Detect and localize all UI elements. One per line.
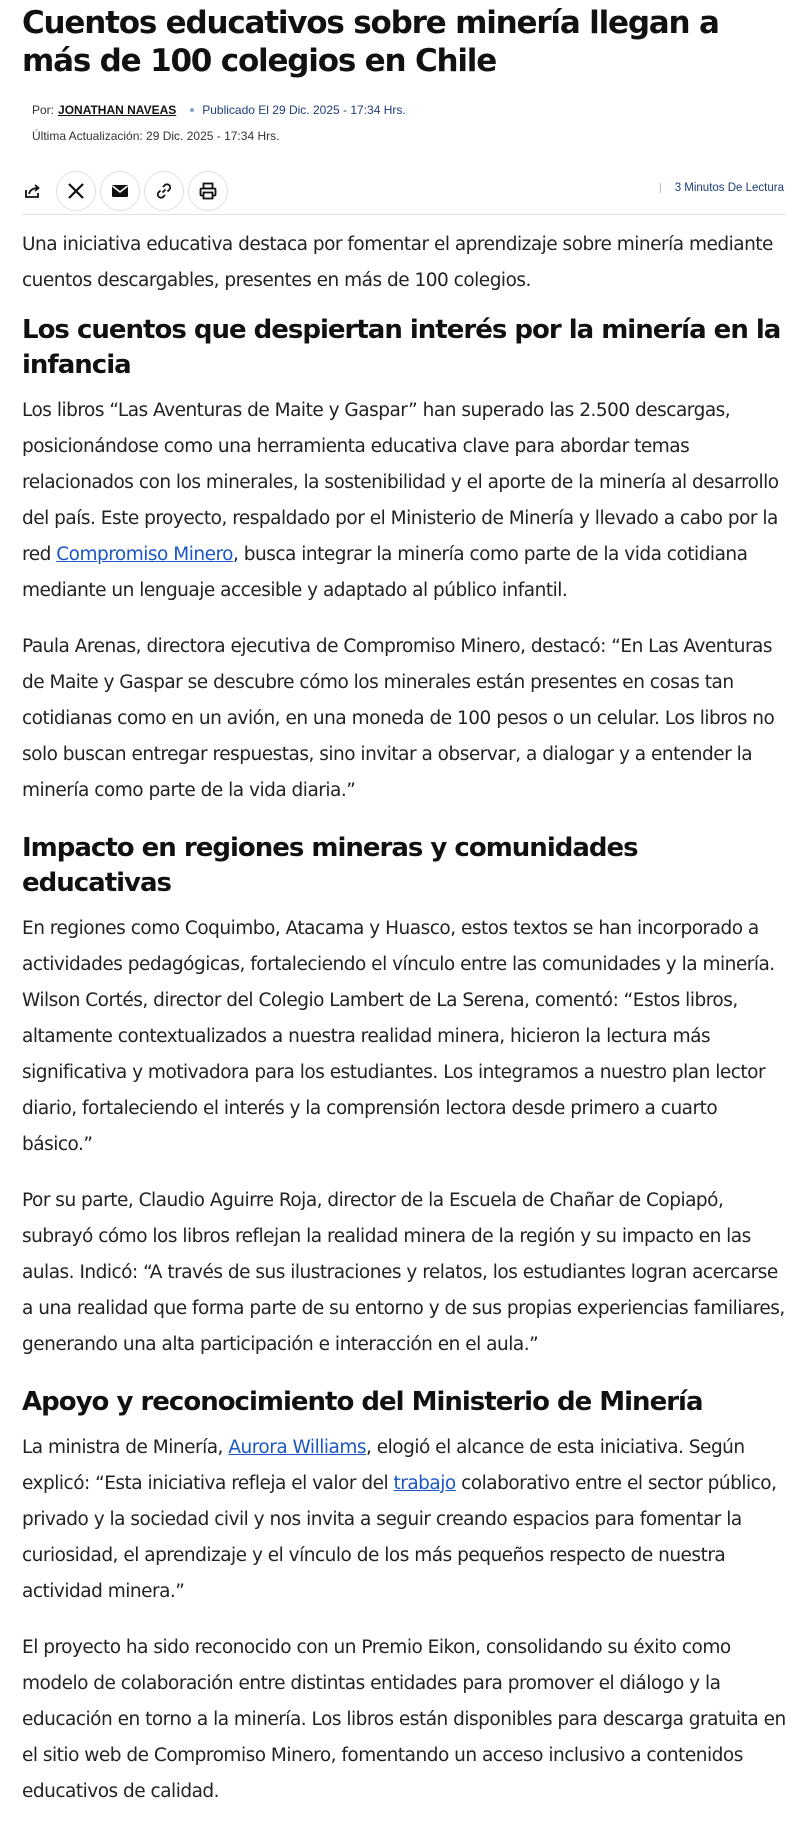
share-icon <box>22 181 42 201</box>
section-3-paragraph-1: La ministra de Minería, Aurora Williams, elogió el alcance de esta iniciativa. Según explicó: “Esta iniciativa refleja el valor del trabajo colaborativo entre el sector público, privado y la sociedad civil y nos invita a seguir creando espacios para fomentar la curiosidad, el aprendizaje y el vínculo de los más pequeños respecto de nuestra actividad minera.” <box>22 1437 777 1602</box>
author-link[interactable]: JONATHAN NAVEAS <box>58 103 177 117</box>
read-time-divider <box>660 183 661 193</box>
trabajo-link[interactable]: trabajo <box>393 1473 456 1494</box>
mail-icon <box>110 181 130 201</box>
article-lead: Una iniciativa educativa destaca por fomentar el aprendizaje sobre minería mediante cuentos descargables, presentes en más de 100 colegios. <box>22 234 773 291</box>
x-share-button[interactable] <box>56 171 96 211</box>
section-heading-3: Apoyo y reconocimiento del Ministerio de Minería <box>22 1387 703 1417</box>
x-icon <box>66 181 86 201</box>
updated-date: Última Actualización: 29 Dic. 2025 - 17:34 Hrs. <box>32 129 280 143</box>
share-button[interactable] <box>12 171 52 211</box>
link-icon <box>154 181 174 201</box>
section-2-paragraph-2: Por su parte, Claudio Aguirre Roja, director de la Escuela de Chañar de Copiapó, subrayó cómo los libros reflejan la realidad minera de la región y su impacto en las aulas. Indicó: “A través de sus ilustraciones y relatos, los estudiantes logran acercarse a una realidad que forma parte de su entorno y de sus propias experiencias familiares, generando una alta participación e interacción en el aula.” <box>22 1190 785 1355</box>
author-label: Por: <box>32 103 55 117</box>
article-title: Cuentos educativos sobre minería llegan a más de 100 colegios en Chile <box>22 5 719 79</box>
article-body <box>22 227 786 1810</box>
read-time <box>660 182 784 194</box>
section-1-paragraph-2: Paula Arenas, directora ejecutiva de Compromiso Minero, destacó: “En Las Aventuras de Maite y Gaspar se descubre cómo los minerales están presentes en cosas tan cotidianas como en un avión, en una moneda de 100 pesos o un celular. Los libros no solo buscan entregar respuestas, sino invitar a observar, a dialogar y a entender la minería como parte de la vida diaria.” <box>22 636 775 801</box>
aurora-williams-link[interactable]: Aurora Williams <box>228 1437 366 1458</box>
published-date: Publicado El 29 Dic. 2025 - 17:34 Hrs. <box>202 103 406 117</box>
article <box>22 0 786 1810</box>
section-heading-1: Los cuentos que despiertan interés por la minería en la infancia <box>22 315 781 380</box>
print-button[interactable] <box>188 171 228 211</box>
section-1-paragraph-1: Los libros “Las Aventuras de Maite y Gaspar” han superado las 2.500 descargas, posicionándose como una herramienta educativa clave para abordar temas relacionados con los minerales, la sostenibilidad y el aporte de la minería al desarrollo del país. Este proyecto, respaldado por el Ministerio de Minería y llevado a cabo por la red Compromiso Minero, busca integrar la minería como parte de la vida cotidiana mediante un lenguaje accesible y adaptado al público infantil. <box>22 400 779 601</box>
meta-separator-dot <box>190 108 194 112</box>
section-2-paragraph-1: En regiones como Coquimbo, Atacama y Huasco, estos textos se han incorporado a actividades pedagógicas, fortaleciendo el vínculo entre las comunidades y la minería. Wilson Cortés, director del Colegio Lambert de La Serena, comentó: “Estos libros, altamente contextualizados a nuestra realidad minera, hicieron la lectura más significativa y motivadora para los estudiantes. Los integramos a nuestro plan lector diario, fortaleciendo el interés y la comprensión lectora desde primero a cuarto básico.” <box>22 918 775 1155</box>
copy-link-button[interactable] <box>144 171 184 211</box>
section-3-paragraph-2: El proyecto ha sido reconocido con un Premio Eikon, consolidando su éxito como modelo de colaboración entre distintas entidades para promover el diálogo y la educación en torno a la minería. Los libros están disponibles para descarga gratuita en el sitio web de Compromiso Minero, fomentando un acceso inclusivo a contenidos educativos de calidad. <box>22 1637 786 1802</box>
email-share-button[interactable] <box>100 171 140 211</box>
compromiso-minero-link[interactable]: Compromiso Minero <box>56 544 233 565</box>
share-toolbar <box>22 168 786 215</box>
read-time-label: 3 Minutos De Lectura <box>674 182 784 194</box>
print-icon <box>198 181 218 201</box>
article-meta <box>22 102 786 144</box>
section-heading-2: Impacto en regiones mineras y comunidades educativas <box>22 833 638 898</box>
